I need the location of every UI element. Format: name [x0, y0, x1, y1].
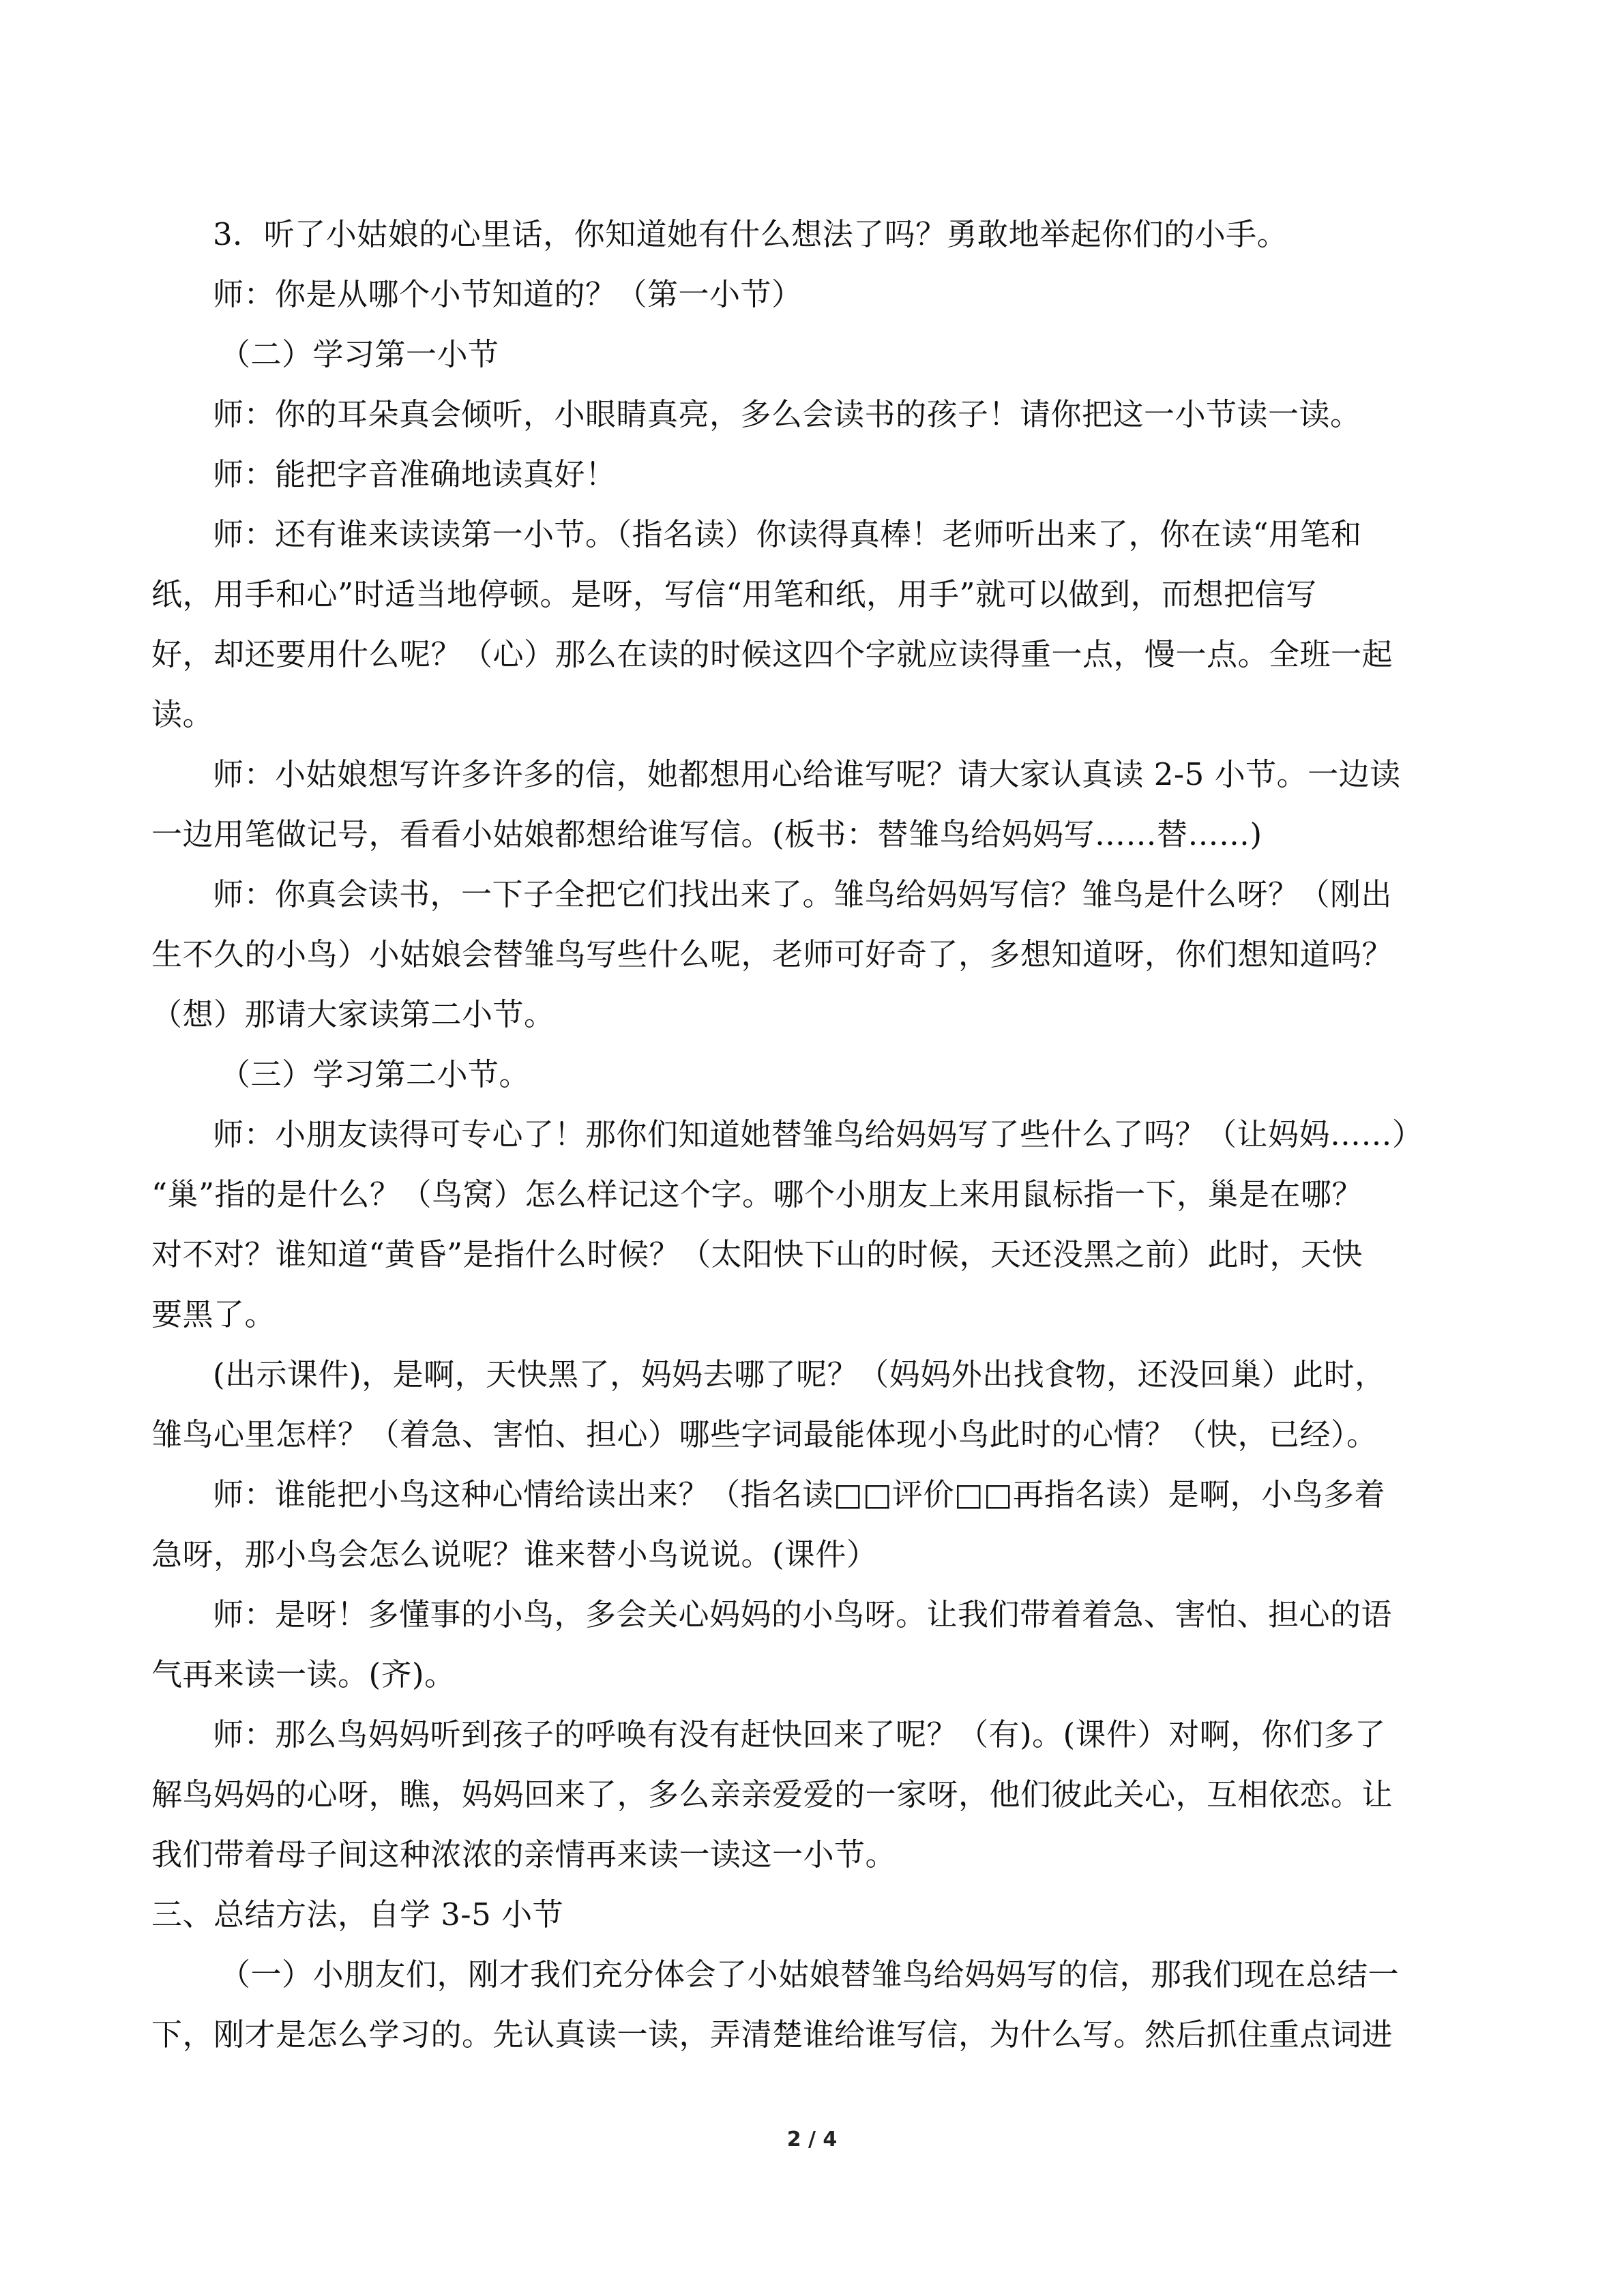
paragraph-line: 师：小朋友读得可专心了！那你们知道她替雏鸟给妈妈写了些什么了吗？（让妈妈……）: [213, 1116, 1423, 1152]
paragraph-line: 一边用笔做记号，看看小姑娘都想给谁写信。(板书：替雏鸟给妈妈写……替……): [151, 816, 1263, 852]
paragraph-line: 师：那么鸟妈妈听到孩子的呼唤有没有赶快回来了呢？（有)。(课件）对啊，你们多了: [213, 1716, 1386, 1753]
paragraph-line: 师：能把字音准确地读真好！: [213, 456, 617, 492]
paragraph-line: 急呀，那小鸟会怎么说呢？谁来替小鸟说说。(课件）: [151, 1536, 878, 1572]
paragraph-line: 师：你真会读书，一下子全把它们找出来了。雏鸟给妈妈写信？雏鸟是什么呀？（刚出: [213, 876, 1393, 912]
paragraph-line: (出示课件)，是啊，天快黑了，妈妈去哪了呢？（妈妈外出找食物，还没回巢）此时，: [213, 1356, 1386, 1392]
paragraph-line: （想）那请大家读第二小节。: [151, 996, 555, 1032]
paragraph-line: 3．听了小姑娘的心里话，你知道她有什么想法了吗？勇敢地举起你们的小手。: [213, 216, 1288, 252]
paragraph-line: 师：小姑娘想写许多许多的信，她都想用心给谁写呢？请大家认真读 2-5 小节。一边读: [213, 756, 1401, 792]
paragraph-line: 对不对？谁知道“黄昏”是指什么时候？（太阳快下山的时候，天还没黑之前）此时，天快: [151, 1236, 1363, 1272]
paragraph-line: 师：是呀！多懂事的小鸟，多会关心妈妈的小鸟呀。让我们带着着急、害怕、担心的语: [213, 1596, 1393, 1632]
document-body: [151, 205, 1461, 2065]
section-heading: （三）学习第二小节。: [220, 1056, 531, 1092]
paragraph-line: 纸，用手和心”时适当地停顿。是呀，写信“用笔和纸，用手”就可以做到，而想把信写: [151, 576, 1317, 612]
paragraph-line: 下，刚才是怎么学习的。先认真读一读，弄清楚谁给谁写信，为什么写。然后抓住重点词进: [151, 2016, 1393, 2053]
paragraph-line: 师：你的耳朵真会倾听，小眼睛真亮，多么会读书的孩子！请你把这一小节读一读。: [213, 396, 1361, 432]
section-heading: 三、总结方法，自学 3-5 小节: [151, 1896, 564, 1933]
paragraph-line: “巢”指的是什么？（鸟窝）怎么样记这个字。哪个小朋友上来用鼠标指一下，巢是在哪？: [151, 1176, 1363, 1212]
section-heading: （二）学习第一小节: [220, 336, 499, 372]
paragraph-line: 雏鸟心里怎样？（着急、害怕、担心）哪些字词最能体现小鸟此时的心情？（快，已经）。: [151, 1416, 1378, 1452]
paragraph-line: 师：还有谁来读读第一小节。（指名读）你读得真棒！老师听出来了，你在读“用笔和: [213, 516, 1362, 552]
page-number: 2 / 4: [786, 2128, 838, 2151]
paragraph-line: 好，却还要用什么呢？（心）那么在读的时候这四个字就应读得重一点，慢一点。全班一起: [151, 636, 1393, 672]
paragraph-line: 师：你是从哪个小节知道的？（第一小节）: [213, 276, 803, 312]
paragraph-line: 师：谁能把小鸟这种心情给读出来？（指名读□□评价□□再指名读）是啊，小鸟多着: [213, 1476, 1386, 1512]
paragraph-line: 我们带着母子间这种浓浓的亲情再来读一读这一小节。: [151, 1836, 897, 1873]
paragraph-line: 解鸟妈妈的心呀，瞧，妈妈回来了，多么亲亲爱爱的一家呀，他们彼此关心，互相依恋。让: [151, 1776, 1393, 1813]
paragraph-line: 生不久的小鸟）小姑娘会替雏鸟写些什么呢，老师可好奇了，多想知道呀，你们想知道吗？: [151, 936, 1393, 972]
paragraph-line: 读。: [151, 696, 214, 732]
paragraph-line: （一）小朋友们，刚才我们充分体会了小姑娘替雏鸟给妈妈写的信，那我们现在总结一: [220, 1956, 1400, 1993]
paragraph-line: 气再来读一读。(齐)。: [151, 1656, 456, 1693]
paragraph-line: 要黑了。: [151, 1296, 276, 1332]
